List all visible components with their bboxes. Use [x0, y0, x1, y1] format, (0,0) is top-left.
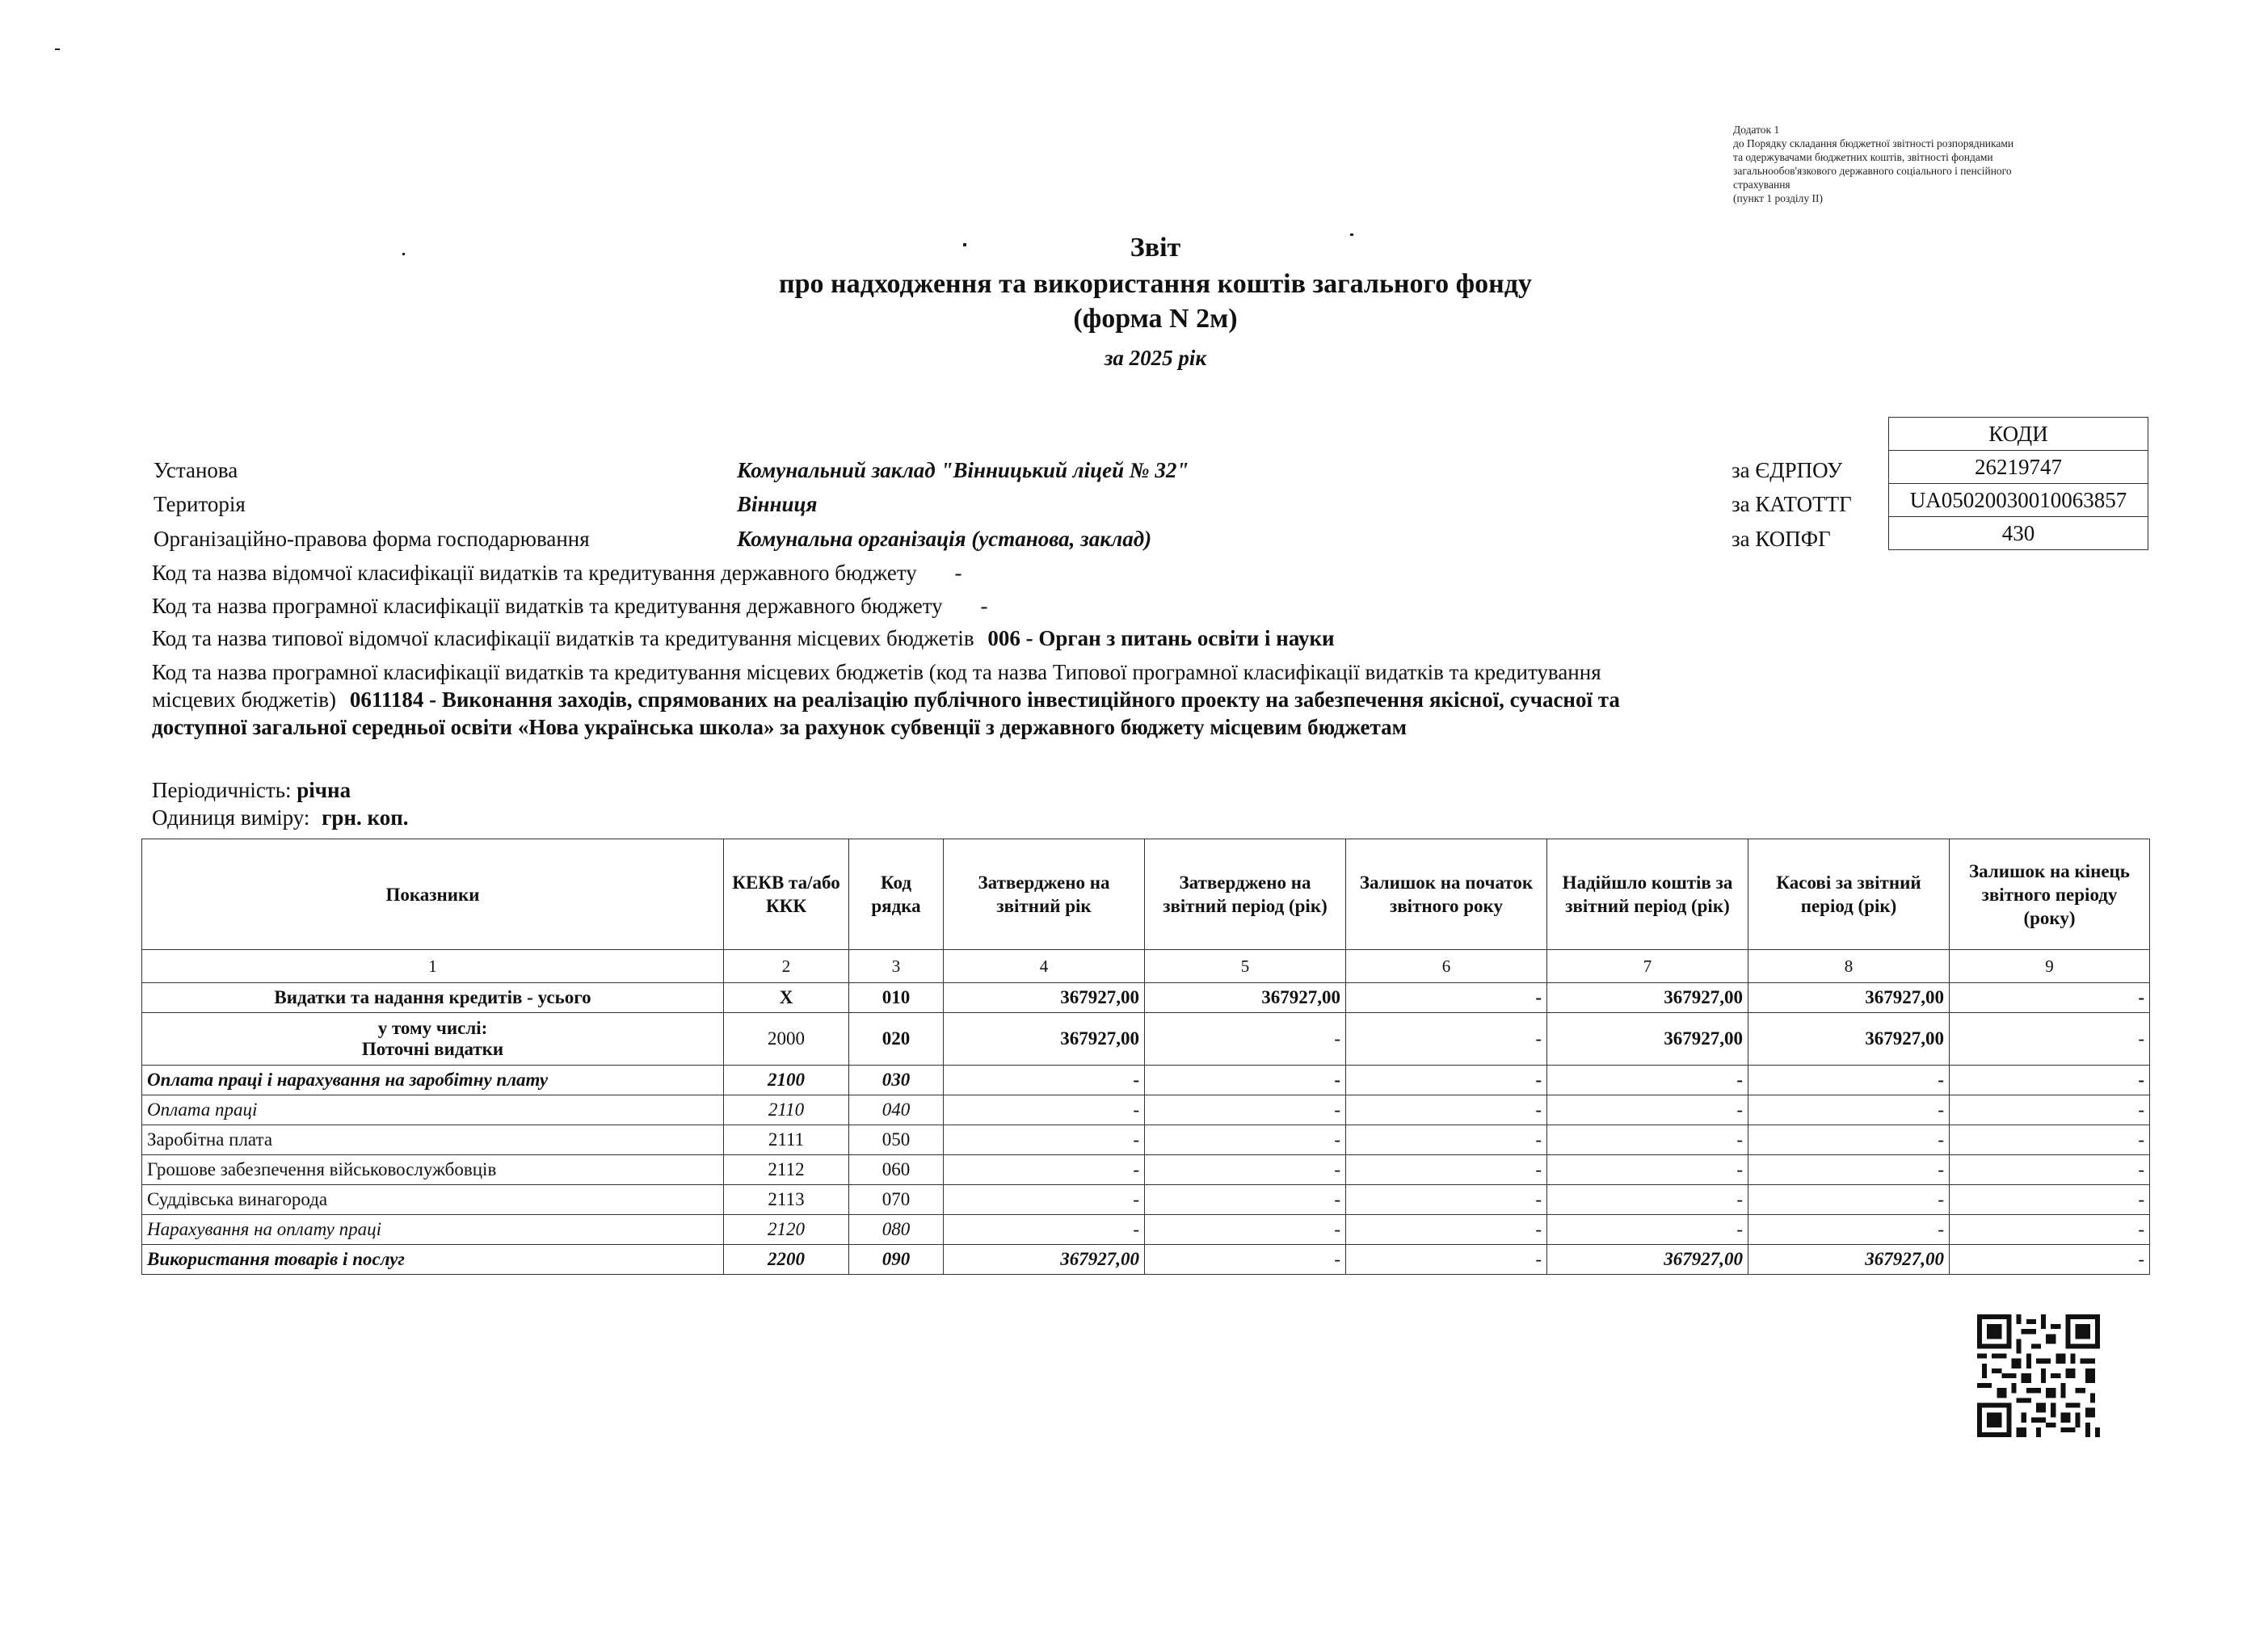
periodicity-value: річна — [297, 778, 351, 802]
prog-state-value: - — [980, 594, 988, 618]
row-value: - — [1748, 1066, 1950, 1095]
periodicity — [152, 778, 351, 803]
col-header: Надійшло коштів за звітний період (рік) — [1547, 839, 1748, 950]
institution-label: Установа — [154, 458, 238, 482]
row-value: - — [1748, 1095, 1950, 1125]
row-kekv: 2113 — [724, 1185, 849, 1215]
table-row — [142, 1245, 2150, 1275]
row-value: - — [1145, 1215, 1346, 1245]
row-value: - — [1346, 1245, 1547, 1275]
report-table — [141, 839, 2150, 1275]
row-value: - — [1748, 1215, 1950, 1245]
report-form-number: (форма N 2м) — [1073, 304, 1238, 334]
appendix-line: страхування — [1733, 179, 1790, 191]
row-value: - — [1950, 1215, 2150, 1245]
kopfg-code: 430 — [1889, 517, 2148, 550]
col-header: КЕКВ та/або ККК — [724, 839, 849, 950]
report-title: Звіт — [1130, 233, 1181, 263]
row-kekv: 2111 — [724, 1125, 849, 1155]
row-value: - — [1748, 1185, 1950, 1215]
row-kekv: 2120 — [724, 1215, 849, 1245]
row-value: 367927,00 — [1145, 983, 1346, 1013]
scan-speck — [402, 253, 405, 255]
row-value: 367927,00 — [1547, 1013, 1748, 1066]
row-value: - — [1145, 1013, 1346, 1066]
table-row — [142, 1125, 2150, 1155]
report-subtitle: про надходження та використання коштів загального фонду — [779, 269, 1532, 299]
row-value: - — [1547, 1095, 1748, 1125]
row-code: 090 — [849, 1245, 944, 1275]
row-value: 367927,00 — [1547, 1245, 1748, 1275]
row-value: 367927,00 — [1748, 1013, 1950, 1066]
row-value: - — [1346, 1066, 1547, 1095]
row-kekv: 2200 — [724, 1245, 849, 1275]
row-code: 030 — [849, 1066, 944, 1095]
table-row — [142, 1013, 2150, 1066]
row-value: 367927,00 — [1748, 1245, 1950, 1275]
row-name-main: Поточні видатки — [361, 1039, 504, 1059]
row-value: - — [1748, 1155, 1950, 1185]
col-number: 7 — [1547, 950, 1748, 983]
row-name: Суддівська винагорода — [142, 1185, 724, 1215]
org-form-value: Комунальна організація (установа, заклад) — [737, 527, 1152, 551]
col-number: 2 — [724, 950, 849, 983]
row-value: - — [1346, 1215, 1547, 1245]
row-value: - — [1950, 1013, 2150, 1066]
row-value: - — [1547, 1066, 1748, 1095]
appendix-line: (пункт 1 розділу II) — [1733, 192, 1824, 204]
kopfg-label: за КОПФГ — [1732, 527, 1831, 551]
row-value: - — [1346, 1013, 1547, 1066]
qr-code-icon — [1977, 1314, 2100, 1437]
table-header-row — [142, 839, 2150, 950]
row-kekv: 2000 — [724, 1013, 849, 1066]
row-value: - — [1547, 1125, 1748, 1155]
col-header: Показники — [142, 839, 724, 950]
territory-label: Територія — [154, 492, 246, 516]
row-name: Оплата праці — [142, 1095, 724, 1125]
row-code: 080 — [849, 1215, 944, 1245]
katottg-label: за КАТОТТГ — [1732, 492, 1852, 516]
scan-speck — [963, 243, 966, 246]
row-value: - — [1547, 1155, 1748, 1185]
col-number: 4 — [944, 950, 1145, 983]
codes-table — [1888, 417, 2148, 550]
edrpou-label: за ЄДРПОУ — [1732, 458, 1843, 482]
table-row — [142, 983, 2150, 1013]
row-value: - — [1145, 1155, 1346, 1185]
row-value: 367927,00 — [944, 1245, 1145, 1275]
prog-local-classification — [152, 658, 1687, 741]
appendix-line: загальнообов'язкового державного соціального і пенсійного — [1733, 165, 2012, 177]
row-name: Грошове забезпечення військовослужбовців — [142, 1155, 724, 1185]
row-value: - — [944, 1185, 1145, 1215]
col-header: Касові за звітний період (рік) — [1748, 839, 1950, 950]
col-number: 3 — [849, 950, 944, 983]
row-value: - — [1950, 1155, 2150, 1185]
katottg-code: UA05020030010063857 — [1889, 484, 2148, 517]
unit-label: Одиниця виміру: — [152, 805, 310, 830]
row-code: 010 — [849, 983, 944, 1013]
typical-dept-classification — [152, 626, 1335, 651]
row-kekv: 2112 — [724, 1155, 849, 1185]
appendix-note — [1733, 123, 2137, 205]
table-row — [142, 1095, 2150, 1125]
row-value: - — [1950, 983, 2150, 1013]
col-header: Залишок на початок звітного року — [1346, 839, 1547, 950]
row-value: - — [1950, 1245, 2150, 1275]
row-value: - — [1950, 1125, 2150, 1155]
row-code: 020 — [849, 1013, 944, 1066]
typical-dept-label: Код та назва типової відомчої класифікації видатків та кредитування місцевих бюджетів — [152, 626, 974, 650]
row-kekv: 2110 — [724, 1095, 849, 1125]
appendix-line: до Порядку складання бюджетної звітності розпорядниками — [1733, 137, 2014, 149]
row-kekv: X — [724, 983, 849, 1013]
org-form-label: Організаційно-правова форма господарювання — [154, 527, 590, 551]
col-number: 1 — [142, 950, 724, 983]
row-kekv: 2100 — [724, 1066, 849, 1095]
row-value: - — [1346, 1155, 1547, 1185]
row-name — [142, 1013, 724, 1066]
row-code: 060 — [849, 1155, 944, 1185]
dept-state-label: Код та назва відомчої класифікації видатків та кредитування державного бюджету — [152, 561, 917, 585]
table-row — [142, 1185, 2150, 1215]
row-value: - — [1346, 1125, 1547, 1155]
row-value: - — [944, 1095, 1145, 1125]
row-value: - — [1145, 1066, 1346, 1095]
col-header: Затверджено на звітний період (рік) — [1145, 839, 1346, 950]
prog-state-label: Код та назва програмної класифікації видатків та кредитування державного бюджету — [152, 594, 943, 618]
row-code: 040 — [849, 1095, 944, 1125]
column-number-row — [142, 950, 2150, 983]
prog-local-value: 0611184 - Виконання заходів, спрямованих на реалізацію публічного інвестиційного проекту на забезпечення якісної, сучасної та доступної загальної середньої освіти «Нова українська школа» за рахунок субвенції з державного бюджету місцевим бюджетам — [152, 687, 1620, 739]
row-code: 070 — [849, 1185, 944, 1215]
prog-local-label: Код та назва програмної класифікації видатків та кредитування місцевих бюджетів (код та назва Типової програмної класифікації видатків та кредитування місцевих бюджетів) — [152, 660, 1601, 712]
row-value: - — [1950, 1095, 2150, 1125]
periodicity-label: Періодичність: — [152, 778, 292, 802]
typical-dept-value: 006 - Орган з питань освіти і науки — [987, 626, 1335, 650]
scan-speck — [1350, 233, 1353, 236]
row-name: Використання товарів і послуг — [142, 1245, 724, 1275]
appendix-line: та одержувачами бюджетних коштів, звітності фондами — [1733, 151, 1993, 163]
col-number: 5 — [1145, 950, 1346, 983]
col-number: 8 — [1748, 950, 1950, 983]
table-row — [142, 1066, 2150, 1095]
row-value: - — [944, 1066, 1145, 1095]
dept-state-classification — [152, 561, 962, 586]
row-value: 367927,00 — [944, 1013, 1145, 1066]
report-period: за 2025 рік — [1104, 346, 1207, 370]
row-name: Оплата праці і нарахування на заробітну плату — [142, 1066, 724, 1095]
row-name: Заробітна плата — [142, 1125, 724, 1155]
row-name-prefix: у тому числі: — [377, 1018, 488, 1038]
row-value: - — [1346, 1095, 1547, 1125]
col-header: Залишок на кінець звітного періоду (року) — [1950, 839, 2150, 950]
row-value: - — [1748, 1125, 1950, 1155]
col-header: Затверджено на звітний рік — [944, 839, 1145, 950]
row-value: - — [1145, 1245, 1346, 1275]
row-value: - — [944, 1155, 1145, 1185]
codes-header: КОДИ — [1889, 418, 2148, 451]
unit — [152, 805, 409, 830]
row-name: Видатки та надання кредитів - усього — [142, 983, 724, 1013]
unit-value: грн. коп. — [322, 805, 409, 830]
row-value: - — [1547, 1215, 1748, 1245]
row-value: - — [1346, 1185, 1547, 1215]
row-name: Нарахування на оплату праці — [142, 1215, 724, 1245]
row-value: - — [1547, 1185, 1748, 1215]
edrpou-code: 26219747 — [1889, 451, 2148, 484]
table-row — [142, 1215, 2150, 1245]
row-value: - — [1145, 1095, 1346, 1125]
col-number: 6 — [1346, 950, 1547, 983]
row-value: - — [944, 1215, 1145, 1245]
institution-value: Комунальний заклад "Вінницький ліцей № 32" — [737, 458, 1189, 482]
scan-speck — [55, 48, 60, 50]
row-value: - — [1145, 1125, 1346, 1155]
prog-state-classification — [152, 594, 987, 619]
row-value: 367927,00 — [1748, 983, 1950, 1013]
territory-value: Вінниця — [737, 492, 818, 516]
row-value: - — [944, 1125, 1145, 1155]
row-value: 367927,00 — [1547, 983, 1748, 1013]
col-header: Код рядка — [849, 839, 944, 950]
row-code: 050 — [849, 1125, 944, 1155]
row-value: - — [1145, 1185, 1346, 1215]
table-row — [142, 1155, 2150, 1185]
row-value: - — [1346, 983, 1547, 1013]
col-number: 9 — [1950, 950, 2150, 983]
row-value: 367927,00 — [944, 983, 1145, 1013]
appendix-line: Додаток 1 — [1733, 124, 1780, 136]
row-value: - — [1950, 1066, 2150, 1095]
row-value: - — [1950, 1185, 2150, 1215]
dept-state-value: - — [954, 561, 962, 585]
